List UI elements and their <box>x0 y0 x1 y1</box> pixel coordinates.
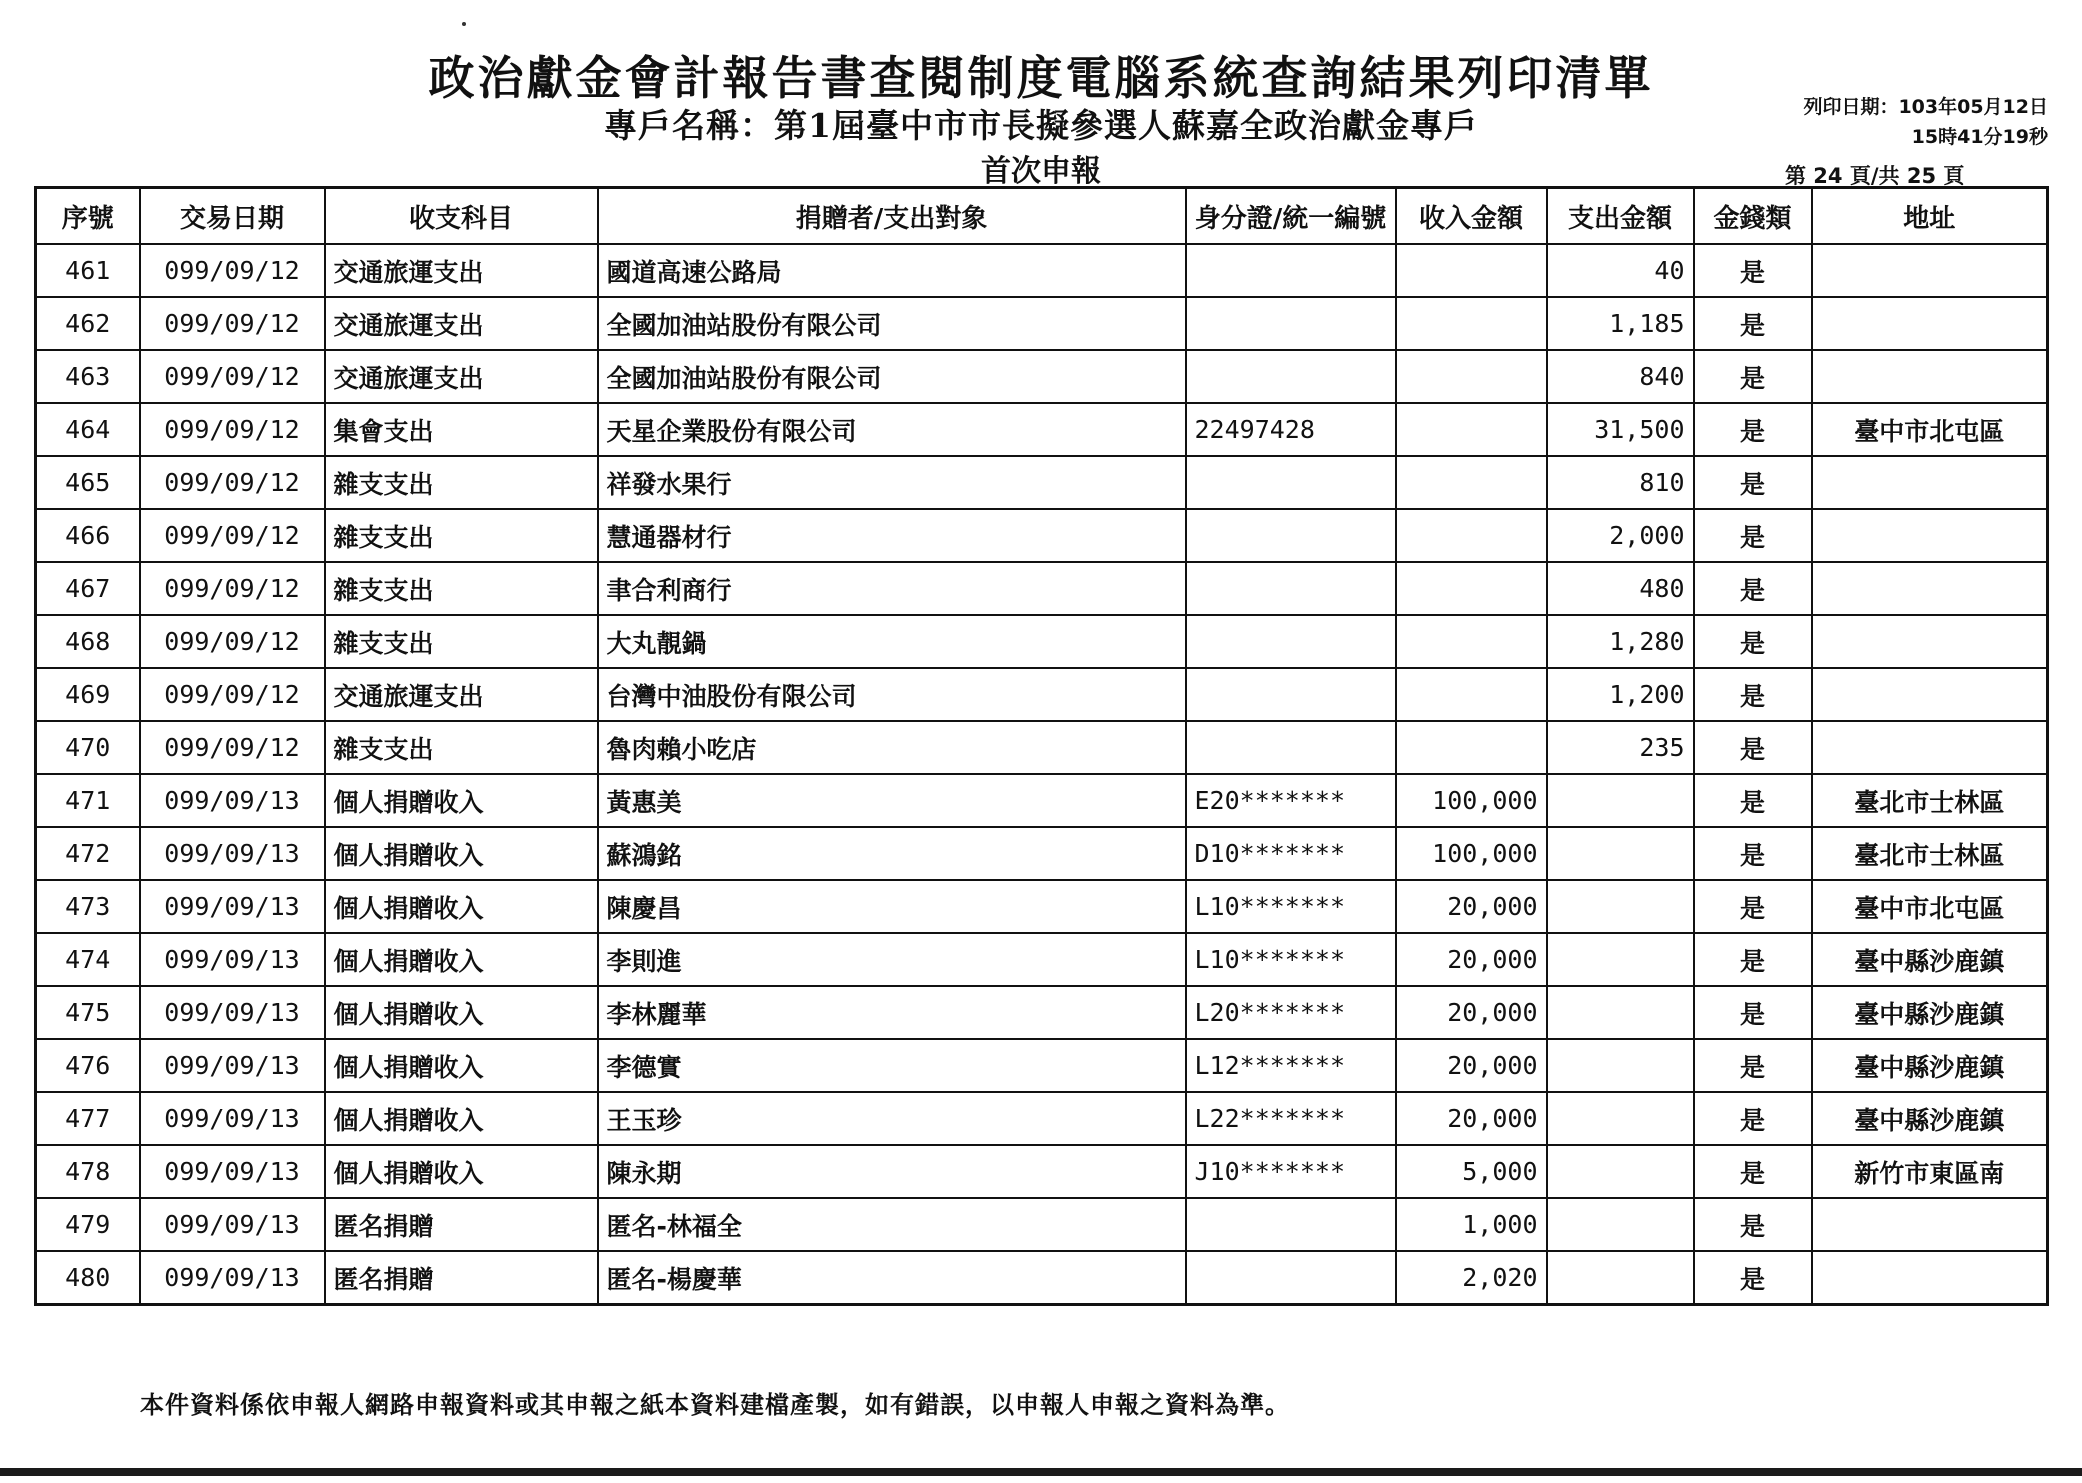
cell-income: 20,000 <box>1396 933 1547 986</box>
column-header-date: 交易日期 <box>140 188 325 245</box>
cell-party: 全國加油站股份有限公司 <box>598 297 1186 350</box>
cell-id <box>1186 615 1396 668</box>
table-row <box>36 562 2048 615</box>
account-name: 專戶名稱：第1屆臺中市市長擬參選人蘇嘉全政治獻金專戶 <box>604 106 1478 145</box>
cell-id <box>1186 297 1396 350</box>
cell-party: 匿名-林福全 <box>598 1198 1186 1251</box>
cell-id: L10******* <box>1186 933 1396 986</box>
cell-seq: 467 <box>36 562 140 615</box>
cell-date: 099/09/13 <box>140 1092 325 1145</box>
cell-cash: 是 <box>1694 509 1812 562</box>
cell-cash: 是 <box>1694 880 1812 933</box>
report-type: 首次申報 <box>981 154 1101 189</box>
cell-cash: 是 <box>1694 774 1812 827</box>
cell-id: J10******* <box>1186 1145 1396 1198</box>
cell-expense <box>1547 933 1694 986</box>
cell-income <box>1396 403 1547 456</box>
cell-cash: 是 <box>1694 297 1812 350</box>
cell-party: 台灣中油股份有限公司 <box>598 668 1186 721</box>
cell-date: 099/09/12 <box>140 297 325 350</box>
cell-party: 天星企業股份有限公司 <box>598 403 1186 456</box>
cell-date: 099/09/13 <box>140 933 325 986</box>
cell-expense <box>1547 1092 1694 1145</box>
cell-id: L22******* <box>1186 1092 1396 1145</box>
cell-seq: 480 <box>36 1251 140 1305</box>
cell-category: 交通旅運支出 <box>325 244 598 297</box>
cell-category: 交通旅運支出 <box>325 297 598 350</box>
table-row <box>36 615 2048 668</box>
cell-category: 個人捐贈收入 <box>325 774 598 827</box>
cell-address: 臺北市士林區 <box>1812 827 2048 880</box>
table-row <box>36 244 2048 297</box>
cell-date: 099/09/13 <box>140 1039 325 1092</box>
cell-address: 新竹市東區南 <box>1812 1145 2048 1198</box>
cell-party: 聿合利商行 <box>598 562 1186 615</box>
cell-id: L10******* <box>1186 880 1396 933</box>
cell-cash: 是 <box>1694 1092 1812 1145</box>
cell-address: 臺中市北屯區 <box>1812 880 2048 933</box>
cell-date: 099/09/13 <box>140 1198 325 1251</box>
column-header-party: 捐贈者/支出對象 <box>598 188 1186 245</box>
cell-date: 099/09/13 <box>140 827 325 880</box>
cell-income: 100,000 <box>1396 827 1547 880</box>
cell-id: E20******* <box>1186 774 1396 827</box>
table-header-row <box>36 188 2048 245</box>
cell-seq: 466 <box>36 509 140 562</box>
cell-party: 陳慶昌 <box>598 880 1186 933</box>
cell-seq: 464 <box>36 403 140 456</box>
table-row <box>36 827 2048 880</box>
cell-income <box>1396 615 1547 668</box>
cell-date: 099/09/12 <box>140 562 325 615</box>
cell-party: 國道高速公路局 <box>598 244 1186 297</box>
cell-seq: 470 <box>36 721 140 774</box>
cell-seq: 469 <box>36 668 140 721</box>
cell-address <box>1812 509 2048 562</box>
cell-income: 100,000 <box>1396 774 1547 827</box>
cell-date: 099/09/12 <box>140 244 325 297</box>
cell-party: 祥發水果行 <box>598 456 1186 509</box>
cell-seq: 465 <box>36 456 140 509</box>
cell-category: 集會支出 <box>325 403 598 456</box>
table-row <box>36 1039 2048 1092</box>
cell-category: 雜支支出 <box>325 456 598 509</box>
cell-party: 蘇鴻銘 <box>598 827 1186 880</box>
cell-id <box>1186 509 1396 562</box>
print-time: 15時41分19秒 <box>1911 126 2048 148</box>
cell-address <box>1812 1198 2048 1251</box>
cell-category: 匿名捐贈 <box>325 1198 598 1251</box>
cell-address: 臺中縣沙鹿鎮 <box>1812 933 2048 986</box>
cell-category: 個人捐贈收入 <box>325 1145 598 1198</box>
column-header-address: 地址 <box>1812 188 2048 245</box>
cell-expense: 1,200 <box>1547 668 1694 721</box>
cell-address <box>1812 244 2048 297</box>
cell-expense <box>1547 880 1694 933</box>
cell-cash: 是 <box>1694 721 1812 774</box>
cell-category: 交通旅運支出 <box>325 668 598 721</box>
cell-party: 全國加油站股份有限公司 <box>598 350 1186 403</box>
cell-income <box>1396 244 1547 297</box>
cell-cash: 是 <box>1694 668 1812 721</box>
cell-seq: 463 <box>36 350 140 403</box>
cell-cash: 是 <box>1694 986 1812 1039</box>
cell-party: 大丸靚鍋 <box>598 615 1186 668</box>
cell-expense: 2,000 <box>1547 509 1694 562</box>
cell-income: 5,000 <box>1396 1145 1547 1198</box>
cell-party: 魯肉賴小吃店 <box>598 721 1186 774</box>
cell-party: 匿名-楊慶華 <box>598 1251 1186 1305</box>
cell-id <box>1186 562 1396 615</box>
table-row <box>36 774 2048 827</box>
cell-id <box>1186 244 1396 297</box>
cell-date: 099/09/12 <box>140 350 325 403</box>
cell-address: 臺中市北屯區 <box>1812 403 2048 456</box>
cell-cash: 是 <box>1694 827 1812 880</box>
cell-category: 個人捐贈收入 <box>325 827 598 880</box>
cell-id: D10******* <box>1186 827 1396 880</box>
cell-income <box>1396 456 1547 509</box>
cell-category: 個人捐贈收入 <box>325 933 598 986</box>
cell-party: 李德實 <box>598 1039 1186 1092</box>
cell-category: 個人捐贈收入 <box>325 1092 598 1145</box>
cell-seq: 475 <box>36 986 140 1039</box>
cell-cash: 是 <box>1694 1251 1812 1305</box>
cell-income: 20,000 <box>1396 1092 1547 1145</box>
cell-expense <box>1547 774 1694 827</box>
cell-party: 黃惠美 <box>598 774 1186 827</box>
cell-expense: 31,500 <box>1547 403 1694 456</box>
cell-category: 雜支支出 <box>325 721 598 774</box>
cell-address <box>1812 456 2048 509</box>
cell-address: 臺中縣沙鹿鎮 <box>1812 1092 2048 1145</box>
cell-seq: 473 <box>36 880 140 933</box>
footer-note: 本件資料係依申報人網路申報資料或其申報之紙本資料建檔產製，如有錯誤，以申報人申報之資料為準。 <box>140 1391 1290 1419</box>
cell-address <box>1812 615 2048 668</box>
cell-seq: 478 <box>36 1145 140 1198</box>
cell-date: 099/09/12 <box>140 668 325 721</box>
cell-category: 雜支支出 <box>325 615 598 668</box>
cell-expense: 40 <box>1547 244 1694 297</box>
cell-party: 王玉珍 <box>598 1092 1186 1145</box>
cell-date: 099/09/12 <box>140 615 325 668</box>
cell-expense: 840 <box>1547 350 1694 403</box>
cell-expense <box>1547 1198 1694 1251</box>
cell-id <box>1186 350 1396 403</box>
page-counter: 第 24 頁/共 25 頁 <box>1785 164 1965 188</box>
cell-id <box>1186 1198 1396 1251</box>
cell-income <box>1396 350 1547 403</box>
table-row <box>36 1092 2048 1145</box>
ledger-rows <box>36 244 2048 1305</box>
cell-party: 李則進 <box>598 933 1186 986</box>
cell-cash: 是 <box>1694 933 1812 986</box>
cell-id: L12******* <box>1186 1039 1396 1092</box>
cell-party: 陳永期 <box>598 1145 1186 1198</box>
cell-income <box>1396 721 1547 774</box>
cell-id <box>1186 456 1396 509</box>
cell-income <box>1396 509 1547 562</box>
cell-category: 雜支支出 <box>325 562 598 615</box>
cell-expense: 480 <box>1547 562 1694 615</box>
cell-expense <box>1547 827 1694 880</box>
cell-income <box>1396 562 1547 615</box>
table-row <box>36 933 2048 986</box>
cell-cash: 是 <box>1694 1198 1812 1251</box>
cell-id: L20******* <box>1186 986 1396 1039</box>
cell-expense: 235 <box>1547 721 1694 774</box>
table-row <box>36 1198 2048 1251</box>
cell-seq: 462 <box>36 297 140 350</box>
cell-income: 20,000 <box>1396 986 1547 1039</box>
cell-cash: 是 <box>1694 403 1812 456</box>
cell-category: 匿名捐贈 <box>325 1251 598 1305</box>
cell-seq: 461 <box>36 244 140 297</box>
cell-date: 099/09/13 <box>140 986 325 1039</box>
print-info <box>1803 92 2048 152</box>
table-row <box>36 1251 2048 1305</box>
scan-speck <box>462 22 466 26</box>
table-row <box>36 350 2048 403</box>
cell-address: 臺中縣沙鹿鎮 <box>1812 1039 2048 1092</box>
cell-income: 2,020 <box>1396 1251 1547 1305</box>
ledger-table <box>34 186 2049 1306</box>
cell-date: 099/09/13 <box>140 774 325 827</box>
cell-expense: 1,280 <box>1547 615 1694 668</box>
table-row <box>36 403 2048 456</box>
cell-party: 李林麗華 <box>598 986 1186 1039</box>
cell-address <box>1812 668 2048 721</box>
table-row <box>36 297 2048 350</box>
column-header-category: 收支科目 <box>325 188 598 245</box>
cell-category: 交通旅運支出 <box>325 350 598 403</box>
cell-category: 個人捐贈收入 <box>325 1039 598 1092</box>
cell-seq: 479 <box>36 1198 140 1251</box>
table-row <box>36 509 2048 562</box>
cell-expense <box>1547 1039 1694 1092</box>
cell-income: 1,000 <box>1396 1198 1547 1251</box>
cell-income <box>1396 297 1547 350</box>
cell-expense <box>1547 1251 1694 1305</box>
cell-date: 099/09/12 <box>140 403 325 456</box>
cell-income: 20,000 <box>1396 880 1547 933</box>
cell-id <box>1186 668 1396 721</box>
cell-seq: 477 <box>36 1092 140 1145</box>
page-title: 政治獻金會計報告書查閱制度電腦系統查詢結果列印清單 <box>428 51 1654 105</box>
cell-cash: 是 <box>1694 615 1812 668</box>
cell-expense <box>1547 986 1694 1039</box>
cell-cash: 是 <box>1694 350 1812 403</box>
print-date: 列印日期：103年05月12日 <box>1803 96 2048 118</box>
table-row <box>36 986 2048 1039</box>
cell-category: 個人捐贈收入 <box>325 986 598 1039</box>
cell-address <box>1812 297 2048 350</box>
column-header-id: 身分證/統一編號 <box>1186 188 1396 245</box>
page-bottom-edge <box>0 1468 2082 1476</box>
column-header-expense: 支出金額 <box>1547 188 1694 245</box>
cell-id <box>1186 1251 1396 1305</box>
cell-cash: 是 <box>1694 1145 1812 1198</box>
cell-date: 099/09/12 <box>140 456 325 509</box>
cell-address <box>1812 350 2048 403</box>
cell-seq: 476 <box>36 1039 140 1092</box>
cell-cash: 是 <box>1694 456 1812 509</box>
cell-expense: 810 <box>1547 456 1694 509</box>
cell-address: 臺北市士林區 <box>1812 774 2048 827</box>
column-header-income: 收入金額 <box>1396 188 1547 245</box>
cell-expense: 1,185 <box>1547 297 1694 350</box>
column-header-seq: 序號 <box>36 188 140 245</box>
cell-cash: 是 <box>1694 1039 1812 1092</box>
column-header-cash: 金錢類 <box>1694 188 1812 245</box>
cell-id <box>1186 721 1396 774</box>
table-row <box>36 880 2048 933</box>
cell-seq: 474 <box>36 933 140 986</box>
table-row <box>36 668 2048 721</box>
cell-category: 個人捐贈收入 <box>325 880 598 933</box>
cell-date: 099/09/13 <box>140 1251 325 1305</box>
cell-date: 099/09/12 <box>140 509 325 562</box>
table-row <box>36 721 2048 774</box>
cell-address <box>1812 721 2048 774</box>
cell-date: 099/09/13 <box>140 880 325 933</box>
cell-seq: 471 <box>36 774 140 827</box>
cell-income <box>1396 668 1547 721</box>
cell-address <box>1812 562 2048 615</box>
cell-party: 慧通器材行 <box>598 509 1186 562</box>
cell-address <box>1812 1251 2048 1305</box>
table-row <box>36 1145 2048 1198</box>
cell-id: 22497428 <box>1186 403 1396 456</box>
cell-cash: 是 <box>1694 562 1812 615</box>
cell-expense <box>1547 1145 1694 1198</box>
cell-category: 雜支支出 <box>325 509 598 562</box>
cell-date: 099/09/12 <box>140 721 325 774</box>
cell-seq: 472 <box>36 827 140 880</box>
cell-cash: 是 <box>1694 244 1812 297</box>
cell-date: 099/09/13 <box>140 1145 325 1198</box>
cell-income: 20,000 <box>1396 1039 1547 1092</box>
table-row <box>36 456 2048 509</box>
cell-address: 臺中縣沙鹿鎮 <box>1812 986 2048 1039</box>
cell-seq: 468 <box>36 615 140 668</box>
